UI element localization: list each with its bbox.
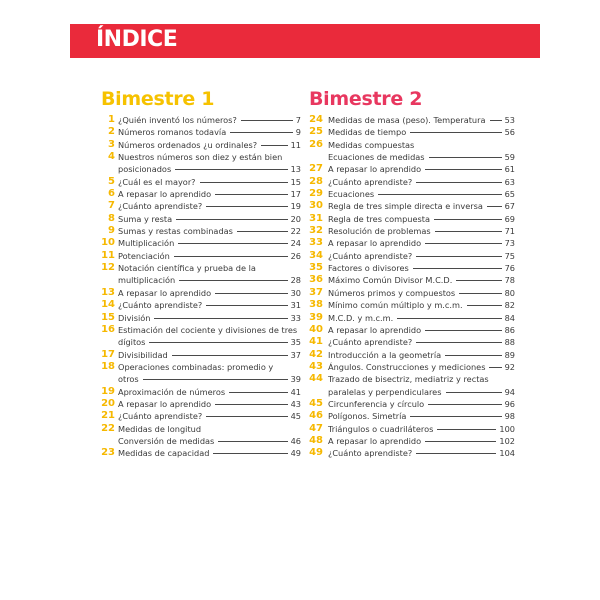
toc-entry [101, 398, 301, 410]
toc-entry [101, 176, 301, 188]
lesson-number: 1 [108, 114, 115, 125]
dot-leader [416, 182, 501, 183]
lesson-number: 40 [309, 323, 323, 335]
dot-leader [149, 342, 287, 343]
lesson-number: 48 [309, 434, 323, 446]
lesson-number: 21 [101, 410, 115, 422]
dot-leader [437, 429, 496, 430]
dot-leader [179, 280, 287, 281]
dot-leader [213, 453, 287, 454]
dot-leader [410, 416, 501, 417]
lesson-title: Trazado de bisectriz, mediatriz y rectas [328, 374, 489, 385]
toc-entry [101, 349, 301, 361]
dot-leader [172, 355, 288, 356]
lesson-number: 28 [309, 175, 323, 187]
lesson-title: Números romanos todavía [118, 127, 227, 138]
toc-entry [101, 274, 301, 286]
page-number: 15 [290, 176, 301, 187]
lesson-title: Sumas y restas combinadas [118, 226, 233, 237]
lesson-title: ¿Quién inventó los números? [118, 115, 237, 125]
toc-entry [309, 225, 515, 237]
toc-entry [101, 435, 301, 447]
lesson-number: 17 [101, 348, 115, 360]
lesson-number: 38 [309, 299, 323, 311]
lesson-number: 42 [309, 348, 323, 360]
lesson-title: A repasar lo aprendido [328, 435, 422, 446]
dot-leader [143, 379, 288, 380]
lesson-title: A repasar lo aprendido [328, 164, 422, 175]
toc-entry [309, 336, 515, 348]
lesson-title: Multiplicación [118, 238, 175, 249]
lesson-title: ¿Cuánto aprendiste? [118, 201, 203, 212]
toc-entry [309, 163, 515, 175]
lesson-title: Medidas de masa (peso). Temperatura [328, 115, 486, 125]
lesson-number: 29 [309, 188, 323, 200]
page-number: 100 [499, 423, 515, 434]
bimestre-1-column [101, 88, 301, 460]
lesson-number: 32 [309, 225, 323, 237]
lesson-title: Circunferencia y círculo [328, 398, 425, 409]
toc-entry [101, 410, 301, 422]
lesson-title: Mínimo común múltiplo y m.c.m. [328, 300, 463, 311]
page-number: 9 [295, 127, 301, 138]
lesson-title: Medidas de capacidad [118, 448, 210, 459]
page-number: 37 [290, 349, 301, 360]
dot-leader [206, 305, 287, 306]
toc-entry [309, 312, 515, 324]
dot-leader [487, 206, 502, 207]
lesson-number: 14 [101, 299, 115, 311]
lesson-number: 39 [309, 311, 323, 323]
toc-entry [101, 237, 301, 249]
toc-entry [309, 126, 515, 138]
toc-entry [101, 225, 301, 237]
lesson-title: ¿Cuánto aprendiste? [328, 337, 413, 348]
page-number: 61 [504, 164, 515, 175]
page-number: 67 [504, 201, 515, 212]
lesson-title: paralelas y perpendiculares [328, 386, 442, 397]
page-number: 96 [504, 398, 515, 409]
dot-leader [410, 132, 501, 133]
page-number: 63 [504, 176, 515, 187]
lesson-number: 8 [108, 212, 115, 224]
lesson-title: otros [118, 374, 139, 385]
toc-entry [309, 349, 515, 361]
lesson-title: Medidas compuestas [328, 139, 415, 150]
lesson-title: multiplicación [118, 275, 176, 286]
toc-entry [309, 250, 515, 262]
lesson-title: Introducción a la geometría [328, 349, 442, 360]
page-number: 35 [290, 337, 301, 348]
lesson-number: 22 [101, 422, 115, 434]
dot-leader [206, 206, 287, 207]
page-number: 46 [290, 435, 301, 446]
dot-leader [429, 157, 502, 158]
lesson-number: 2 [108, 126, 115, 138]
page-number: 11 [290, 139, 301, 150]
lesson-number: 15 [101, 311, 115, 323]
dot-leader [174, 256, 288, 257]
lesson-title: Suma y resta [118, 213, 173, 224]
lesson-number: 7 [108, 200, 115, 212]
lesson-number: 49 [309, 447, 323, 459]
page-number: 19 [290, 201, 301, 212]
page-number: 59 [504, 152, 515, 163]
lesson-number: 20 [101, 397, 115, 409]
bimestre-2-entries [309, 114, 515, 460]
dot-leader [413, 268, 502, 269]
toc-entry [309, 237, 515, 249]
page-number: 39 [290, 374, 301, 385]
page-number: 22 [290, 226, 301, 237]
lesson-title: Aproximación de números [118, 386, 226, 397]
toc-entry [309, 423, 515, 435]
dot-leader [425, 330, 501, 331]
lesson-number: 12 [101, 262, 115, 274]
lesson-title: A repasar lo aprendido [118, 189, 212, 200]
toc-entry [101, 262, 301, 274]
lesson-title: Polígonos. Simetría [328, 411, 407, 422]
lesson-title: A repasar lo aprendido [328, 324, 422, 335]
page-number: 84 [504, 312, 515, 323]
toc-entry [309, 386, 515, 398]
lesson-title: posicionados [118, 164, 172, 175]
page-title: ÍNDICE [96, 27, 178, 52]
lesson-number: 47 [309, 422, 323, 434]
toc-entry [309, 262, 515, 274]
lesson-title: Medidas de longitud [118, 423, 202, 434]
lesson-number: 37 [309, 286, 323, 298]
page-number: 92 [504, 361, 515, 372]
page-number: 88 [504, 337, 515, 348]
dot-leader [445, 355, 501, 356]
dot-leader [154, 318, 287, 319]
lesson-title: Notación científica y prueba de la [118, 263, 256, 274]
toc-entry [309, 324, 515, 336]
lesson-number: 3 [108, 138, 115, 150]
toc-entry [101, 336, 301, 348]
toc-entry [101, 287, 301, 299]
dot-leader [446, 392, 502, 393]
page-number: 45 [290, 411, 301, 422]
toc-entry [309, 410, 515, 422]
lesson-number: 24 [309, 114, 323, 125]
page-number: 73 [504, 238, 515, 249]
dot-leader [206, 416, 287, 417]
dot-leader [218, 441, 287, 442]
toc-entry [101, 423, 301, 435]
toc-entry [101, 447, 301, 459]
toc-entry [309, 287, 515, 299]
dot-leader [425, 441, 496, 442]
page-number: 94 [504, 386, 515, 397]
toc-entry [309, 398, 515, 410]
lesson-number: 25 [309, 126, 323, 138]
toc-entry [101, 188, 301, 200]
toc-entry [309, 447, 515, 459]
dot-leader [241, 120, 293, 121]
toc-entry [309, 200, 515, 212]
lesson-title: ¿Cuánto aprendiste? [118, 411, 203, 422]
lesson-number: 18 [101, 360, 115, 372]
dot-leader [215, 404, 287, 405]
toc-entry [309, 274, 515, 286]
page-number: 98 [504, 411, 515, 422]
dot-leader [215, 194, 287, 195]
dot-leader [490, 120, 502, 121]
index-banner [70, 24, 540, 58]
page-number: 69 [504, 213, 515, 224]
lesson-title: Regla de tres simple directa e inversa [328, 201, 483, 212]
lesson-number: 13 [101, 286, 115, 298]
lesson-number: 19 [101, 385, 115, 397]
bimestre-2-column [309, 88, 515, 460]
toc-entry [309, 361, 515, 373]
dot-leader [215, 293, 287, 294]
page-number: 17 [290, 189, 301, 200]
bimestre-2-title: Bimestre 2 [309, 88, 423, 110]
lesson-number: 41 [309, 336, 323, 348]
toc-entry [309, 373, 515, 385]
lesson-number: 44 [309, 373, 323, 385]
page-number: 89 [504, 349, 515, 360]
lesson-title: A repasar lo aprendido [118, 398, 212, 409]
lesson-number: 4 [108, 151, 115, 163]
page-number: 13 [290, 164, 301, 175]
toc-entry [309, 213, 515, 225]
toc-entry [101, 299, 301, 311]
page-number: 24 [290, 238, 301, 249]
dot-leader [425, 169, 501, 170]
dot-leader [416, 256, 501, 257]
lesson-title: A repasar lo aprendido [328, 238, 422, 249]
dot-leader [456, 280, 501, 281]
lesson-title: Conversión de medidas [118, 435, 215, 446]
lesson-number: 46 [309, 410, 323, 422]
lesson-number: 16 [101, 323, 115, 335]
lesson-title: Medidas de tiempo [328, 127, 407, 138]
toc-entry [101, 139, 301, 151]
page-number: 65 [504, 189, 515, 200]
lesson-title: Triángulos o cuadriláteros [328, 423, 434, 434]
dot-leader [200, 182, 288, 183]
page-number: 41 [290, 386, 301, 397]
toc-entry [101, 312, 301, 324]
toc-entry [309, 176, 515, 188]
lesson-number: 36 [309, 274, 323, 286]
page-number: 7 [295, 115, 301, 125]
dot-leader [467, 305, 502, 306]
dot-leader [178, 243, 287, 244]
lesson-number: 6 [108, 188, 115, 200]
toc-entry [101, 324, 301, 336]
toc-entry [101, 151, 301, 163]
dot-leader [435, 231, 502, 232]
dot-leader [237, 231, 288, 232]
lesson-title: ¿Cuál es el mayor? [118, 176, 196, 187]
toc-entry [101, 114, 301, 126]
page-number: 43 [290, 398, 301, 409]
lesson-title: dígitos [118, 337, 146, 348]
bimestre-1-title: Bimestre 1 [101, 88, 215, 110]
lesson-number: 26 [309, 138, 323, 150]
lesson-number: 35 [309, 262, 323, 274]
lesson-number: 23 [101, 447, 115, 459]
toc-entry [101, 361, 301, 373]
dot-leader [229, 392, 287, 393]
page-number: 31 [290, 300, 301, 311]
lesson-number: 5 [108, 175, 115, 187]
dot-leader [416, 342, 501, 343]
lesson-title: Nuestros números son diez y están bien [118, 152, 283, 163]
lesson-number: 33 [309, 237, 323, 249]
toc-entry [101, 163, 301, 175]
page-number: 56 [504, 127, 515, 138]
dot-leader [434, 219, 502, 220]
page-number: 104 [499, 448, 515, 459]
page-number: 78 [504, 275, 515, 286]
lesson-number: 30 [309, 200, 323, 212]
lesson-number: 31 [309, 212, 323, 224]
toc-entry [101, 213, 301, 225]
lesson-title: Factores o divisores [328, 263, 409, 274]
lesson-number: 34 [309, 249, 323, 261]
lesson-title: ¿Cuánto aprendiste? [328, 176, 413, 187]
dot-leader [230, 132, 293, 133]
lesson-title: Resolución de problemas [328, 226, 431, 237]
lesson-title: División [118, 312, 151, 323]
page-number: 20 [290, 213, 301, 224]
lesson-title: Operaciones combinadas: promedio y [118, 361, 274, 372]
lesson-title: Números primos y compuestos [328, 287, 456, 298]
dot-leader [416, 453, 496, 454]
dot-leader [175, 169, 287, 170]
lesson-title: Ecuaciones de medidas [328, 152, 425, 163]
toc-entry [309, 114, 515, 126]
lesson-title: ¿Cuánto aprendiste? [328, 250, 413, 261]
lesson-title: Estimación del cociente y divisiones de tres [118, 324, 298, 335]
dot-leader [176, 219, 287, 220]
page-number: 82 [504, 300, 515, 311]
page-number: 80 [504, 287, 515, 298]
page-number: 26 [290, 250, 301, 261]
toc-entry [101, 373, 301, 385]
lesson-title: Máximo Común Divisor M.C.D. [328, 275, 453, 286]
toc-entry [309, 299, 515, 311]
page-number: 28 [290, 275, 301, 286]
lesson-title: ¿Cuánto aprendiste? [118, 300, 203, 311]
dot-leader [261, 145, 287, 146]
lesson-title: Divisibilidad [118, 349, 168, 360]
toc-entry [309, 188, 515, 200]
dot-leader [428, 404, 501, 405]
bimestre-1-entries [101, 114, 301, 460]
lesson-number: 11 [101, 249, 115, 261]
lesson-number: 10 [101, 237, 115, 249]
lesson-number: 27 [309, 163, 323, 175]
toc-entry [309, 151, 515, 163]
lesson-number: 43 [309, 360, 323, 372]
page-number: 53 [504, 115, 515, 125]
dot-leader [459, 293, 501, 294]
page-number: 30 [290, 287, 301, 298]
page-number: 76 [504, 263, 515, 274]
page-number: 86 [504, 324, 515, 335]
page-number: 75 [504, 250, 515, 261]
dot-leader [489, 367, 501, 368]
page-number: 102 [499, 435, 515, 446]
lesson-title: Ecuaciones [328, 189, 375, 200]
lesson-title: Números ordenados ¿u ordinales? [118, 139, 258, 150]
page-number: 33 [290, 312, 301, 323]
lesson-title: ¿Cuánto aprendiste? [328, 448, 413, 459]
toc-entry [101, 250, 301, 262]
toc-entry [309, 435, 515, 447]
page-number: 49 [290, 448, 301, 459]
toc-entry [309, 139, 515, 151]
lesson-title: M.C.D. y m.c.m. [328, 312, 394, 323]
lesson-title: Ángulos. Construcciones y mediciones [328, 361, 486, 372]
toc-entry [101, 126, 301, 138]
lesson-title: Regla de tres compuesta [328, 213, 430, 224]
dot-leader [397, 318, 501, 319]
lesson-number: 9 [108, 225, 115, 237]
toc-entry [101, 200, 301, 212]
dot-leader [425, 243, 501, 244]
lesson-title: A repasar lo aprendido [118, 287, 212, 298]
lesson-title: Potenciación [118, 250, 170, 261]
dot-leader [378, 194, 501, 195]
toc-entry [101, 386, 301, 398]
lesson-number: 45 [309, 397, 323, 409]
page-number: 71 [504, 226, 515, 237]
